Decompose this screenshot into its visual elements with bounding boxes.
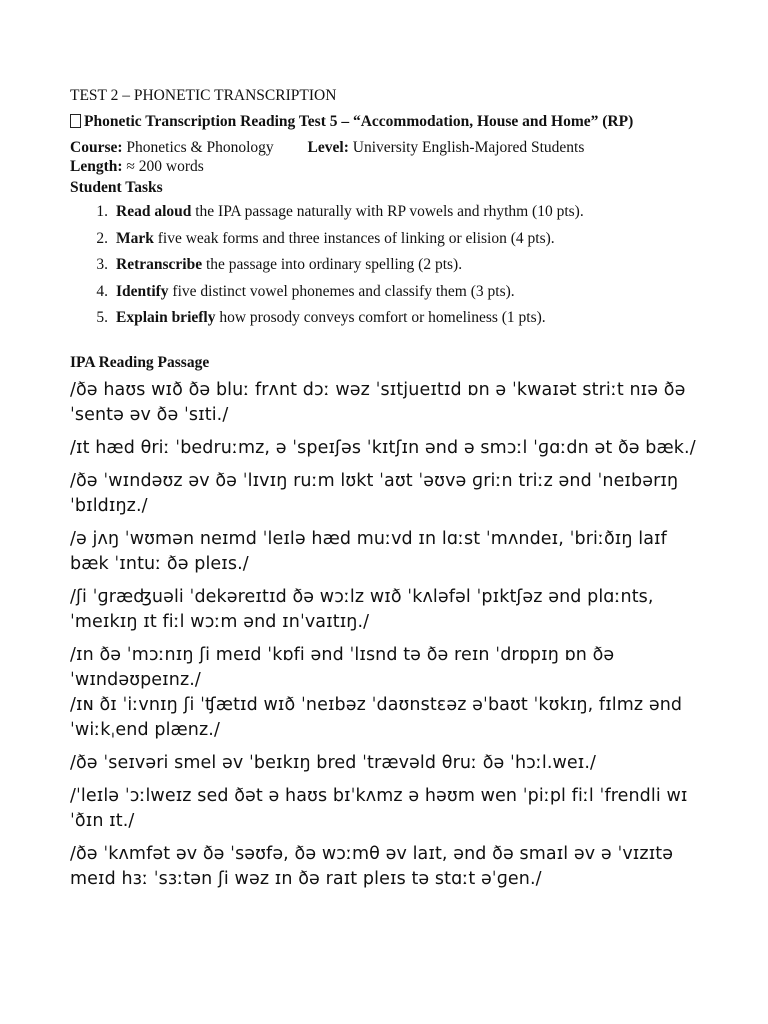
test-subtitle-text: Phonetic Transcription Reading Test 5 – “Accommodation, House and Home” (RP) (84, 113, 634, 130)
test-subtitle (70, 112, 710, 132)
task-item (70, 202, 710, 222)
ipa-line: /ðə haʊs wɪð ðə bluː frʌnt dɔː wəz ˈsɪtjueɪtɪd ɒn ə ˈkwaɪət striːt nɪə ðə ˈsentə əv ðə ˈsɪti./ (70, 380, 686, 426)
length-label: Length: (70, 158, 123, 175)
task-text: the passage into ordinary spelling (2 pts). (202, 256, 463, 274)
course-value: Phonetics & Phonology (126, 139, 274, 156)
ipa-line: /ðə ˈseɪvəri smel əv ˈbeɪkɪŋ bred ˈtrævəld θruː ðə ˈhɔːl.weɪ./ (70, 753, 597, 774)
length-meta (70, 157, 710, 176)
task-verb: Mark (116, 229, 154, 247)
ipa-line: /ʃi ˈɡræʤuəli ˈdekəreɪtɪd ðə wɔːlz wɪð ˈkʌləfəl ˈpɪktʃəz ənd plɑːnts, ˈmeɪkɪŋ ɪt fiːl wɔːm ənd ɪnˈvaɪtɪŋ./ (70, 587, 654, 633)
task-text: how prosody conveys comfort or homeliness (1 pts). (215, 309, 546, 327)
task-number: 2. (96, 229, 108, 247)
ipa-line: /ə jʌŋ ˈwʊmən neɪmd ˈleɪlə hæd muːvd ɪn lɑːst ˈmʌndeɪ, ˈbriːðɪŋ laɪf bæk ˈɪntuː ðə pleɪs./ (70, 529, 667, 575)
task-verb: Explain briefly (116, 309, 216, 327)
document-title: TEST 2 – PHONETIC TRANSCRIPTION (70, 87, 337, 104)
task-item (70, 229, 710, 249)
document-page (70, 86, 710, 900)
tasks-heading: Student Tasks (70, 179, 163, 196)
task-text: the IPA passage naturally with RP vowels and rhythm (10 pts). (191, 203, 584, 220)
task-item (70, 282, 710, 302)
task-item (70, 308, 710, 328)
task-verb: Read aloud (116, 203, 192, 220)
level-value: University English-Majored Students (352, 139, 585, 156)
task-number: 5. (96, 309, 108, 327)
ipa-line: /ɪt hæd θriː ˈbedruːmz, ə ˈspeɪʃəs ˈkɪtʃɪn ənd ə smɔːl ˈɡɑːdn ət ðə bæk./ (70, 438, 696, 459)
task-number: 3. (96, 256, 108, 274)
level-group (308, 139, 585, 156)
task-text: five distinct vowel phonemes and classify them (3 pts). (168, 282, 515, 300)
task-number: 1. (96, 203, 108, 220)
course-label: Course: (70, 139, 123, 156)
ipa-line: /ðə ˈwɪndəʊz əv ðə ˈlɪvɪŋ ruːm lʊkt ˈaʊt ˈəʊvə ɡriːn triːz ənd ˈneɪbərɪŋ ˈbɪldɪŋz./ (70, 471, 679, 517)
level-label: Level: (307, 139, 349, 156)
ipa-line: /ɪn ðə ˈmɔːnɪŋ ʃi meɪd ˈkɒfi ənd ˈlɪsnd tə ðə reɪn ˈdrɒpɪŋ ɒn ðə ˈwɪndəʊpeɪnz./ (70, 645, 615, 691)
task-verb: Retranscribe (116, 256, 203, 274)
ipa-line: /ˈleɪlə ˈɔːlweɪz sed ðət ə haʊs bɪˈkʌmz ə həʊm wen ˈpiːpl fiːl ˈfrendli wɪ ˈðɪn ɪt./ (70, 786, 688, 832)
length-value: ≈ 200 words (126, 158, 204, 175)
missing-glyph-icon (70, 114, 81, 128)
task-verb: Identify (116, 282, 169, 300)
passage-heading: IPA Reading Passage (70, 354, 210, 372)
course-meta (70, 138, 710, 157)
ipa-line: /ɪɴ ðɪ ˈiːvnɪŋ ʃi ˈʧætɪd wɪð ˈneɪbəz ˈdaʊnstɛəz əˈbaʊt ˈkʊkɪŋ, fɪlmz ənd ˈwiːkˌend plænz./ (70, 695, 683, 741)
task-list (70, 202, 710, 328)
ipa-line: /ðə ˈkʌmfət əv ðə ˈsəʊfə, ðə wɔːmθ əv laɪt, ənd ðə smaɪl əv ə ˈvɪzɪtə meɪd hɜː ˈsɜːtən ʃi wəz ɪn ðə raɪt pleɪs tə stɑːt əˈɡen./ (70, 844, 674, 890)
task-number: 4. (96, 282, 108, 300)
task-item (70, 255, 710, 275)
task-text: five weak forms and three instances of linking or elision (4 pts). (153, 229, 555, 247)
